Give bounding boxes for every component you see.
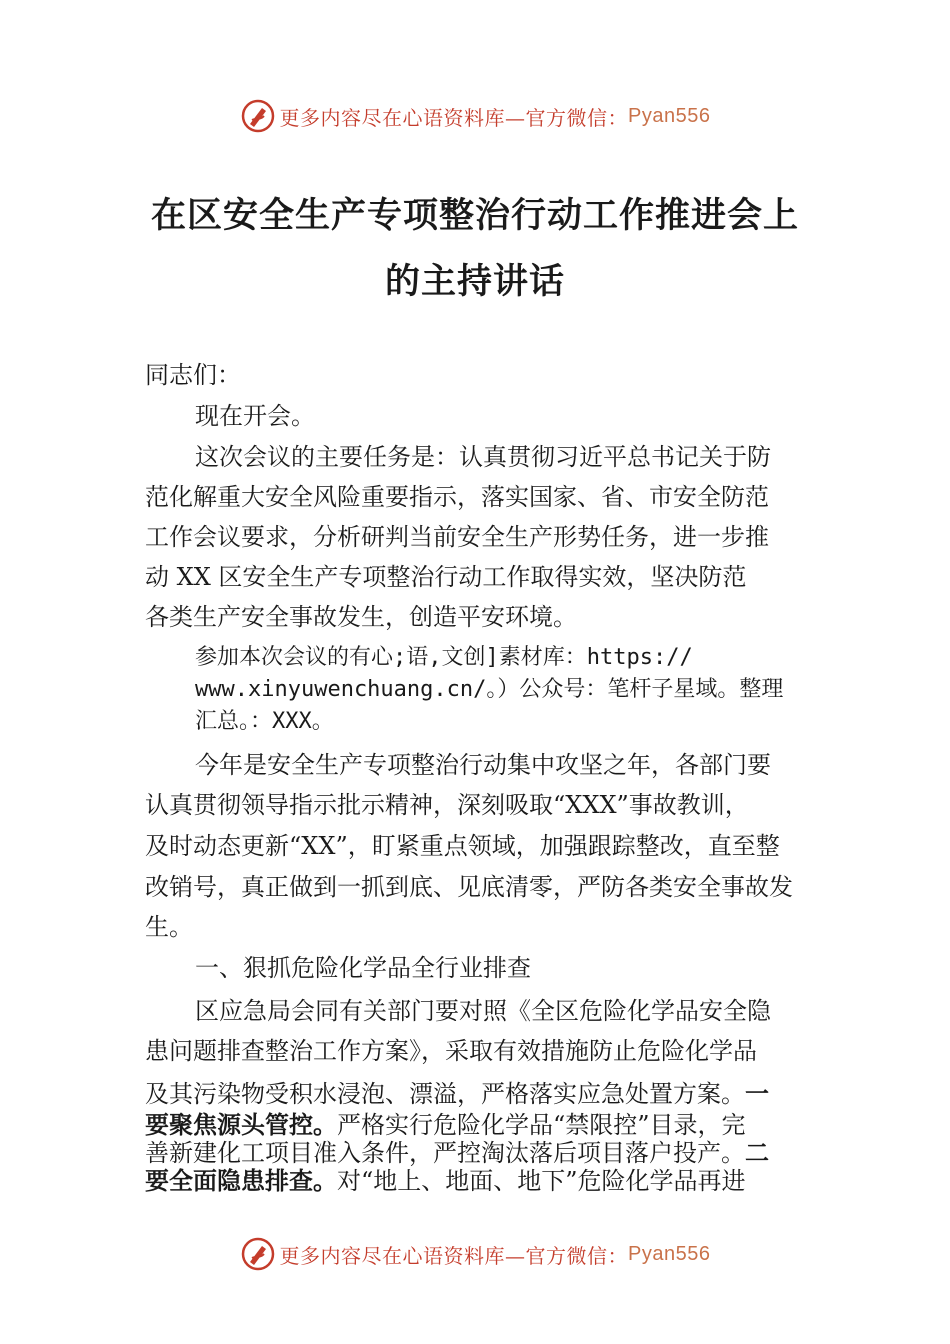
bold-emphasis: 要全面隐患排查。 (145, 1167, 337, 1195)
paragraph-line: 现在开会。 (195, 402, 315, 430)
paragraph-line: 工作会议要求，分析研判当前安全生产形势任务，进一步推 (145, 523, 769, 551)
document-title-line-2: 的主持讲话 (384, 261, 565, 302)
paragraph-line: 善新建化工项目准入条件，严控淘汰落后项目落户投产。二 (145, 1139, 769, 1167)
paragraph-line: 参加本次会议的有心;语,文创]素材库：https:// (195, 645, 693, 670)
banner-text: 更多内容尽在心语资料库—官方微信： (279, 1243, 629, 1268)
brand-logo-icon (240, 98, 276, 134)
footer-banner (0, 1234, 950, 1274)
paragraph-line: 范化解重大安全风险重要指示，落实国家、省、市安全防范 (145, 483, 769, 511)
bold-emphasis: 要聚焦源头管控。 (145, 1111, 337, 1139)
paragraph-line: 动 XX 区安全生产专项整治行动工作取得实效，坚决防范 (145, 563, 747, 591)
paragraph-line: 区应急局会同有关部门要对照《全区危险化学品安全隐 (195, 997, 771, 1025)
paragraph-line: 今年是安全生产专项整治行动集中攻坚之年，各部门要 (195, 751, 771, 779)
paragraph-line: 要全面隐患排查。对“地上、地面、地下”危险化学品再进 (145, 1167, 746, 1195)
paragraph-line: 汇总。：XXX。 (195, 709, 334, 734)
banner-wechat-id: Pyan556 (628, 104, 711, 127)
paragraph-line: 生。 (145, 913, 193, 941)
greeting: 同志们： (145, 361, 241, 389)
paragraph-line: 及其污染物受积水浸泡、漂溢，严格落实应急处置方案。一 (145, 1080, 769, 1108)
paragraph-line: www.xinyuwenchuang.cn/。）公众号：笔杆子星域。整理 (195, 677, 784, 702)
banner-text: 更多内容尽在心语资料库—官方微信： (279, 105, 629, 130)
paragraph-line: 各类生产安全事故发生，创造平安环境。 (145, 603, 577, 631)
paragraph-line: 要聚焦源头管控。严格实行危险化学品“禁限控”目录，完 (145, 1111, 746, 1139)
bold-emphasis: 一 (745, 1080, 769, 1108)
paragraph-line: 认真贯彻领导指示批示精神，深刻吸取“XXX”事故教训， (145, 791, 749, 819)
brand-logo-icon (240, 1236, 276, 1272)
header-banner (0, 96, 950, 136)
paragraph-line: 这次会议的主要任务是：认真贯彻习近平总书记关于防 (195, 443, 771, 471)
paragraph-line: 改销号，真正做到一抓到底、见底清零，严防各类安全事故发 (145, 873, 793, 901)
section-heading: 一、狠抓危险化学品全行业排查 (195, 954, 531, 982)
paragraph-line: 及时动态更新“XX”，盯紧重点领域，加强跟踪整改，直至整 (145, 832, 780, 860)
paragraph-line: 患问题排查整治工作方案》，采取有效措施防止危险化学品 (145, 1037, 757, 1065)
banner-wechat-id: Pyan556 (628, 1242, 711, 1265)
document-title-line-1: 在区安全生产专项整治行动工作推进会上 (150, 195, 799, 236)
bold-emphasis: 二 (745, 1139, 769, 1167)
